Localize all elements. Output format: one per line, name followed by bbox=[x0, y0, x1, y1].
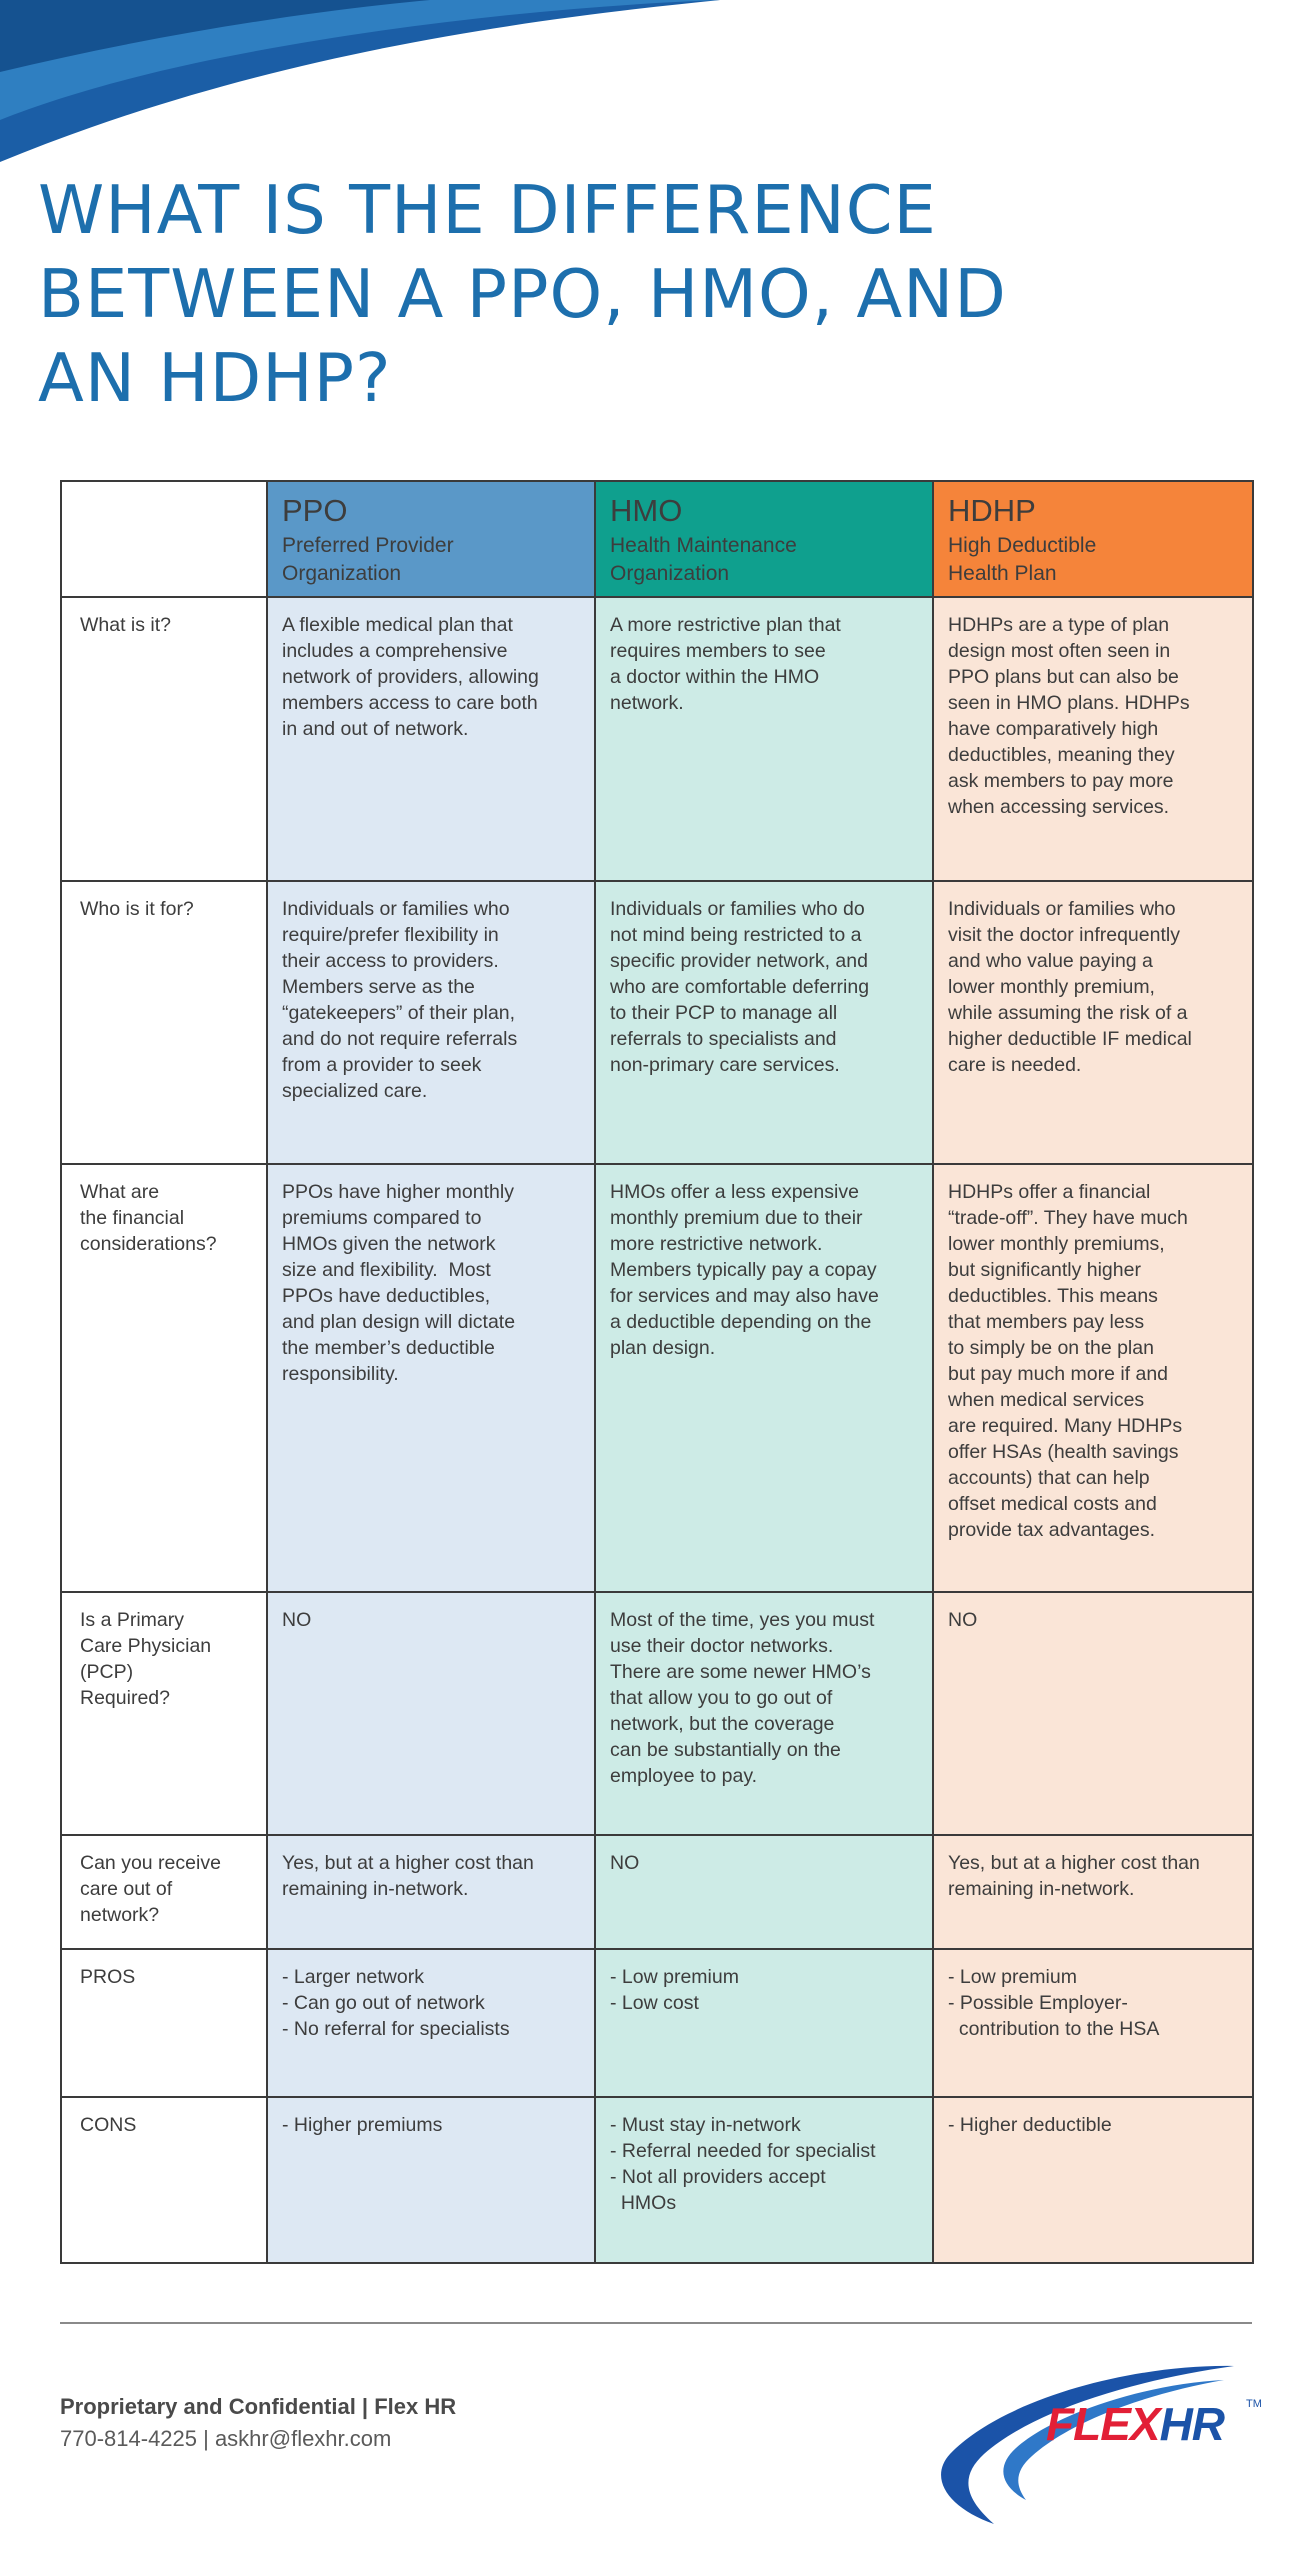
plan-full-name: Organization bbox=[610, 562, 730, 585]
ppo-cell bbox=[267, 1949, 595, 2097]
cell-text-line: provide tax advantages. bbox=[948, 1519, 1156, 1541]
page-title bbox=[38, 168, 1138, 420]
cell-text-line: their access to providers. bbox=[282, 950, 499, 972]
cell-text-line: NO bbox=[282, 1609, 312, 1631]
plan-full-name: Health Plan bbox=[948, 562, 1057, 585]
cell-text-line: care is needed. bbox=[948, 1054, 1082, 1076]
cell-text-line: Individuals or families who bbox=[282, 898, 510, 920]
row-label-line: CONS bbox=[80, 2114, 137, 2136]
ppo-cell bbox=[267, 881, 595, 1164]
row-label-line: network? bbox=[80, 1904, 160, 1926]
cell-text-line: are required. Many HDHPs bbox=[948, 1415, 1183, 1437]
ppo-cell bbox=[267, 1592, 595, 1835]
logo-flex-text: FLEX bbox=[1046, 2398, 1160, 2450]
row-label-line: Is a Primary bbox=[80, 1609, 185, 1631]
hdhp-cell bbox=[933, 1835, 1253, 1949]
cell-text-line: network, but the coverage bbox=[610, 1713, 835, 1735]
cell-text-line: in and out of network. bbox=[282, 718, 469, 740]
cell-text-line: - Not all providers accept bbox=[610, 2166, 826, 2188]
cell-text-line: not mind being restricted to a bbox=[610, 924, 862, 946]
hdhp-column-header bbox=[933, 481, 1253, 597]
cell-text-line: ask members to pay more bbox=[948, 770, 1174, 792]
hdhp-cell bbox=[933, 1949, 1253, 2097]
ppo-cell bbox=[267, 597, 595, 881]
cell-text-line: lower monthly premiums, bbox=[948, 1233, 1165, 1255]
cell-text-line: PPO plans but can also be bbox=[948, 666, 1179, 688]
row-label-line: Care Physician bbox=[80, 1635, 212, 1657]
cell-text-line: visit the doctor infrequently bbox=[948, 924, 1180, 946]
cell-text-line: remaining in-network. bbox=[282, 1878, 469, 1900]
logo-trademark: TM bbox=[1246, 2398, 1262, 2410]
footer-divider bbox=[60, 2322, 1252, 2324]
row-label-line: What are bbox=[80, 1181, 160, 1203]
cell-text-line: There are some newer HMO’s bbox=[610, 1661, 871, 1683]
row-label bbox=[61, 881, 267, 1164]
cell-text-line: design most often seen in bbox=[948, 640, 1171, 662]
cell-text-line: “trade-off”. They have much bbox=[948, 1207, 1188, 1229]
row-label bbox=[61, 2097, 267, 2263]
cell-text-line: “gatekeepers” of their plan, bbox=[282, 1002, 516, 1024]
plan-abbreviation: HDHP bbox=[948, 493, 1036, 528]
cell-text-line: includes a comprehensive bbox=[282, 640, 508, 662]
row-label-line: considerations? bbox=[80, 1233, 217, 1255]
cell-text-line: HMOs bbox=[610, 2192, 677, 2214]
hdhp-cell bbox=[933, 1592, 1253, 1835]
table-row-who-is-it-for bbox=[61, 881, 1253, 1164]
cell-text-line: A more restrictive plan that bbox=[610, 614, 841, 636]
plan-comparison-table bbox=[60, 480, 1254, 2264]
cell-text-line: contribution to the HSA bbox=[948, 2018, 1160, 2040]
cell-text-line: responsibility. bbox=[282, 1363, 399, 1385]
cell-text-line: from a provider to seek bbox=[282, 1054, 482, 1076]
cell-text-line: non-primary care services. bbox=[610, 1054, 840, 1076]
cell-text-line: PPOs have deductibles, bbox=[282, 1285, 491, 1307]
title-line: WHAT IS THE DIFFERENCE bbox=[38, 171, 937, 249]
plan-abbreviation: PPO bbox=[282, 493, 348, 528]
hmo-cell bbox=[595, 881, 933, 1164]
cell-text-line: that members pay less bbox=[948, 1311, 1145, 1333]
cell-text-line: lower monthly premium, bbox=[948, 976, 1155, 998]
cell-text-line: A flexible medical plan that bbox=[282, 614, 513, 636]
cell-text-line: size and flexibility. Most bbox=[282, 1259, 491, 1281]
cell-text-line: - Larger network bbox=[282, 1966, 424, 1988]
cell-text-line: while assuming the risk of a bbox=[948, 1002, 1188, 1024]
plan-abbreviation: HMO bbox=[610, 493, 683, 528]
hmo-cell bbox=[595, 1164, 933, 1592]
cell-text-line: and who value paying a bbox=[948, 950, 1153, 972]
cell-text-line: employee to pay. bbox=[610, 1765, 758, 1787]
cell-text-line: seen in HMO plans. HDHPs bbox=[948, 692, 1190, 714]
cell-text-line: who are comfortable deferring bbox=[610, 976, 870, 998]
cell-text-line: Individuals or families who bbox=[948, 898, 1176, 920]
cell-text-line: but significantly higher bbox=[948, 1259, 1141, 1281]
cell-text-line: can be substantially on the bbox=[610, 1739, 841, 1761]
row-label-line: care out of bbox=[80, 1878, 173, 1900]
cell-text-line: offer HSAs (health savings bbox=[948, 1441, 1179, 1463]
cell-text-line: and plan design will dictate bbox=[282, 1311, 516, 1333]
cell-text-line: - Higher deductible bbox=[948, 2114, 1112, 2136]
row-label bbox=[61, 1835, 267, 1949]
row-label bbox=[61, 1592, 267, 1835]
row-label-line: What is it? bbox=[80, 614, 172, 636]
row-label bbox=[61, 1949, 267, 2097]
cell-text-line: HMOs offer a less expensive bbox=[610, 1181, 859, 1203]
cell-text-line: have comparatively high bbox=[948, 718, 1159, 740]
cell-text-line: the member’s deductible bbox=[282, 1337, 495, 1359]
cell-text-line: PPOs have higher monthly bbox=[282, 1181, 514, 1203]
row-label-line: Can you receive bbox=[80, 1852, 221, 1874]
row-label bbox=[61, 597, 267, 881]
cell-text-line: - Low cost bbox=[610, 1992, 699, 2014]
cell-text-line: but pay much more if and bbox=[948, 1363, 1169, 1385]
cell-text-line: Members serve as the bbox=[282, 976, 475, 998]
cell-text-line: - Referral needed for specialist bbox=[610, 2140, 876, 2162]
plan-full-name: Organization bbox=[282, 562, 402, 585]
cell-text-line: specific provider network, and bbox=[610, 950, 868, 972]
cell-text-line: when medical services bbox=[948, 1389, 1145, 1411]
cell-text-line: use their doctor networks. bbox=[610, 1635, 834, 1657]
table-row-cons bbox=[61, 2097, 1253, 2263]
cell-text-line: remaining in-network. bbox=[948, 1878, 1135, 1900]
title-line: BETWEEN A PPO, HMO, AND bbox=[38, 255, 1007, 333]
cell-text-line: for services and may also have bbox=[610, 1285, 879, 1307]
table-row-pros bbox=[61, 1949, 1253, 2097]
cell-text-line: a doctor within the HMO bbox=[610, 666, 820, 688]
cell-text-line: Yes, but at a higher cost than bbox=[282, 1852, 534, 1874]
cell-text-line: - Low premium bbox=[948, 1966, 1077, 1988]
hmo-column-header bbox=[595, 481, 933, 597]
cell-text-line: members access to care both bbox=[282, 692, 538, 714]
cell-text-line: - Higher premiums bbox=[282, 2114, 443, 2136]
title-line: AN HDHP? bbox=[38, 339, 392, 417]
hdhp-cell bbox=[933, 1164, 1253, 1592]
hmo-cell bbox=[595, 597, 933, 881]
cell-text-line: NO bbox=[948, 1609, 978, 1631]
cell-text-line: Most of the time, yes you must bbox=[610, 1609, 875, 1631]
ppo-cell bbox=[267, 1164, 595, 1592]
cell-text-line: accounts) that can help bbox=[948, 1467, 1150, 1489]
cell-text-line: and do not require referrals bbox=[282, 1028, 518, 1050]
hdhp-cell bbox=[933, 2097, 1253, 2263]
table-row-out-of-network bbox=[61, 1835, 1253, 1949]
row-label-line: (PCP) bbox=[80, 1661, 134, 1683]
cell-text-line: deductibles, meaning they bbox=[948, 744, 1175, 766]
row-label-line: Required? bbox=[80, 1687, 170, 1709]
hmo-cell bbox=[595, 1835, 933, 1949]
hmo-cell bbox=[595, 1949, 933, 2097]
cell-text-line: Members typically pay a copay bbox=[610, 1259, 877, 1281]
ppo-column-header bbox=[267, 481, 595, 597]
row-label bbox=[61, 1164, 267, 1592]
cell-text-line: referrals to specialists and bbox=[610, 1028, 837, 1050]
cell-text-line: Yes, but at a higher cost than bbox=[948, 1852, 1200, 1874]
cell-text-line: a deductible depending on the bbox=[610, 1311, 872, 1333]
footer-contact-line: 770-814-4225 | askhr@flexhr.com bbox=[60, 2426, 392, 2451]
header-swoosh-graphic bbox=[0, 0, 1304, 170]
row-label-line: PROS bbox=[80, 1966, 136, 1988]
cell-text-line: monthly premium due to their bbox=[610, 1207, 863, 1229]
cell-text-line: higher deductible IF medical bbox=[948, 1028, 1192, 1050]
cell-text-line: - Possible Employer- bbox=[948, 1992, 1128, 2014]
cell-text-line: HDHPs are a type of plan bbox=[948, 614, 1170, 636]
cell-text-line: HMOs given the network bbox=[282, 1233, 496, 1255]
cell-text-line: specialized care. bbox=[282, 1080, 428, 1102]
cell-text-line: deductibles. This means bbox=[948, 1285, 1158, 1307]
table-row-pcp-required bbox=[61, 1592, 1253, 1835]
cell-text-line: Individuals or families who do bbox=[610, 898, 865, 920]
cell-text-line: NO bbox=[610, 1852, 640, 1874]
table-row-financial-considerations bbox=[61, 1164, 1253, 1592]
footer-company-line: Proprietary and Confidential | Flex HR bbox=[60, 2394, 457, 2419]
table-row-what-is-it bbox=[61, 597, 1253, 881]
cell-text-line: plan design. bbox=[610, 1337, 716, 1359]
footer bbox=[60, 2392, 456, 2456]
cell-text-line: to their PCP to manage all bbox=[610, 1002, 838, 1024]
ppo-cell bbox=[267, 2097, 595, 2263]
hmo-cell bbox=[595, 2097, 933, 2263]
plan-full-name: Preferred Provider bbox=[282, 534, 454, 557]
cell-text-line: requires members to see bbox=[610, 640, 826, 662]
plan-full-name: High Deductible bbox=[948, 534, 1097, 557]
ppo-cell bbox=[267, 1835, 595, 1949]
hmo-cell bbox=[595, 1592, 933, 1835]
cell-text-line: - Can go out of network bbox=[282, 1992, 485, 2014]
cell-text-line: premiums compared to bbox=[282, 1207, 482, 1229]
cell-text-line: - Low premium bbox=[610, 1966, 739, 1988]
cell-text-line: that allow you to go out of bbox=[610, 1687, 833, 1709]
cell-text-line: - Must stay in-network bbox=[610, 2114, 801, 2136]
logo-hr-text: HR bbox=[1159, 2398, 1225, 2450]
cell-text-line: - No referral for specialists bbox=[282, 2018, 510, 2040]
cell-text-line: network of providers, allowing bbox=[282, 666, 539, 688]
hdhp-cell bbox=[933, 881, 1253, 1164]
cell-text-line: HDHPs offer a financial bbox=[948, 1181, 1151, 1203]
row-label-line: the financial bbox=[80, 1207, 185, 1229]
table-corner-cell bbox=[61, 481, 267, 597]
cell-text-line: more restrictive network. bbox=[610, 1233, 823, 1255]
cell-text-line: offset medical costs and bbox=[948, 1493, 1157, 1515]
cell-text-line: to simply be on the plan bbox=[948, 1337, 1154, 1359]
table-header-row bbox=[61, 481, 1253, 597]
hdhp-cell bbox=[933, 597, 1253, 881]
cell-text-line: when accessing services. bbox=[948, 796, 1170, 818]
plan-full-name: Health Maintenance bbox=[610, 534, 797, 557]
cell-text-line: require/prefer flexibility in bbox=[282, 924, 499, 946]
flex-hr-logo-wordmark bbox=[1046, 2398, 1224, 2450]
row-label-line: Who is it for? bbox=[80, 898, 194, 920]
cell-text-line: network. bbox=[610, 692, 684, 714]
